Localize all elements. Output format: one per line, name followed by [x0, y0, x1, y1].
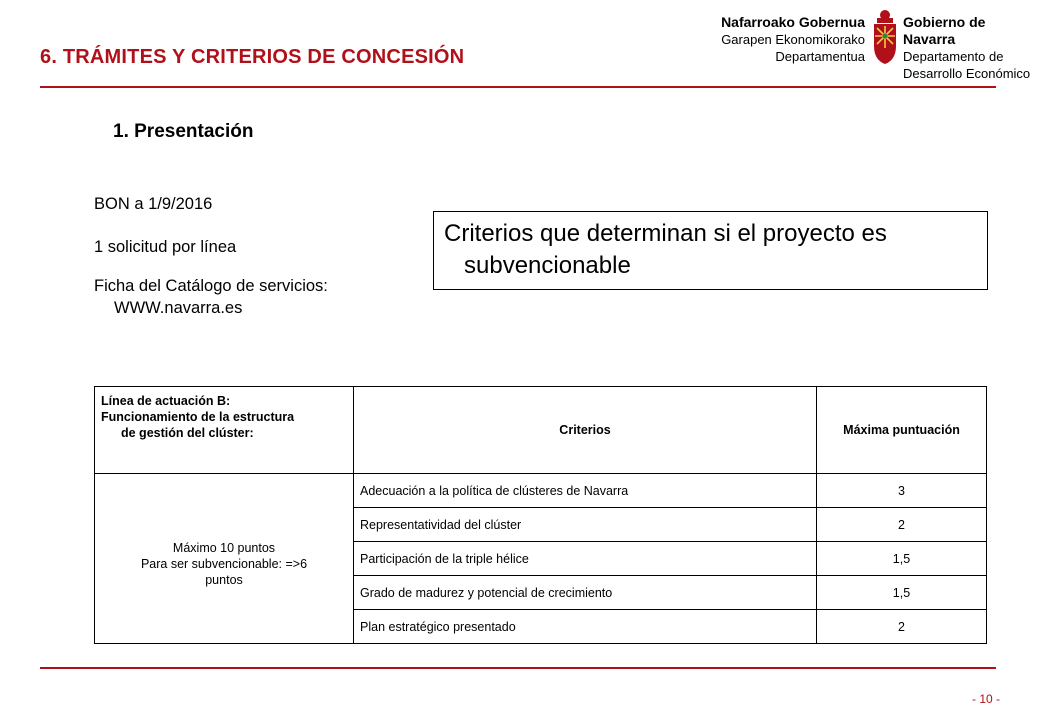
summary-line3: puntos [205, 572, 243, 587]
criterion-cell: Plan estratégico presentado [354, 610, 817, 644]
bon-date: BON a 1/9/2016 [94, 195, 213, 213]
header-max-puntuacion: Máxima puntuación [817, 387, 987, 474]
criterion-cell: Adecuación a la política de clústeres de Navarra [354, 474, 817, 508]
table-header-row [95, 387, 987, 474]
criterion-cell: Representatividad del clúster [354, 508, 817, 542]
logo-text-spanish [903, 14, 1035, 82]
logo-eu-line3: Departamentua [775, 49, 865, 64]
catalog-label: Ficha del Catálogo de servicios: [94, 277, 328, 295]
logo-text-basque [715, 14, 865, 65]
header-divider [40, 86, 996, 88]
logo-es-line2: Departamento de [903, 49, 1004, 64]
criteria-callout-box [433, 211, 988, 290]
summary-line2: Para ser subvencionable: =>6 [140, 556, 308, 571]
header-col1-line3: de gestión del clúster: [121, 426, 254, 440]
criterion-cell: Participación de la triple hélice [354, 542, 817, 576]
page-title: 6. TRÁMITES Y CRITERIOS DE CONCESIÓN [40, 46, 465, 68]
points-cell: 1,5 [817, 542, 987, 576]
logo-es-line3: Desarrollo Económico [903, 66, 1031, 81]
callout-line2: subvencionable [464, 252, 631, 279]
logo-eu-line2: Garapen Ekonomikorako [721, 32, 865, 47]
navarra-shield-icon [871, 8, 899, 66]
points-cell: 1,5 [817, 576, 987, 610]
logo-eu-line1: Nafarroako Gobernua [721, 14, 865, 30]
callout-line1: Criterios que determinan si el proyecto es [444, 220, 887, 247]
summary-line1: Máximo 10 puntos [172, 540, 276, 555]
criterion-cell: Grado de madurez y potencial de crecimiento [354, 576, 817, 610]
header-criterios: Criterios [354, 387, 817, 474]
header-col1-line2: Funcionamiento de la estructura [101, 410, 295, 424]
points-cell: 2 [817, 508, 987, 542]
solicitud-text: 1 solicitud por línea [94, 238, 237, 256]
catalog-info [94, 275, 328, 319]
criteria-table [94, 386, 987, 644]
logo-es-line1: Gobierno de Navarra [903, 14, 986, 47]
footer-divider [40, 667, 996, 669]
points-cell: 3 [817, 474, 987, 508]
catalog-link[interactable]: WWW.navarra.es [114, 299, 243, 317]
header-col1-line1: Línea de actuación B: [101, 394, 231, 408]
table-row [95, 474, 987, 508]
header-line-actuacion [95, 387, 354, 474]
points-summary-cell [95, 474, 354, 644]
page-number: - 10 - [971, 692, 1000, 706]
section-title: 1. Presentación [113, 121, 254, 142]
government-logo [715, 8, 1035, 81]
points-cell: 2 [817, 610, 987, 644]
